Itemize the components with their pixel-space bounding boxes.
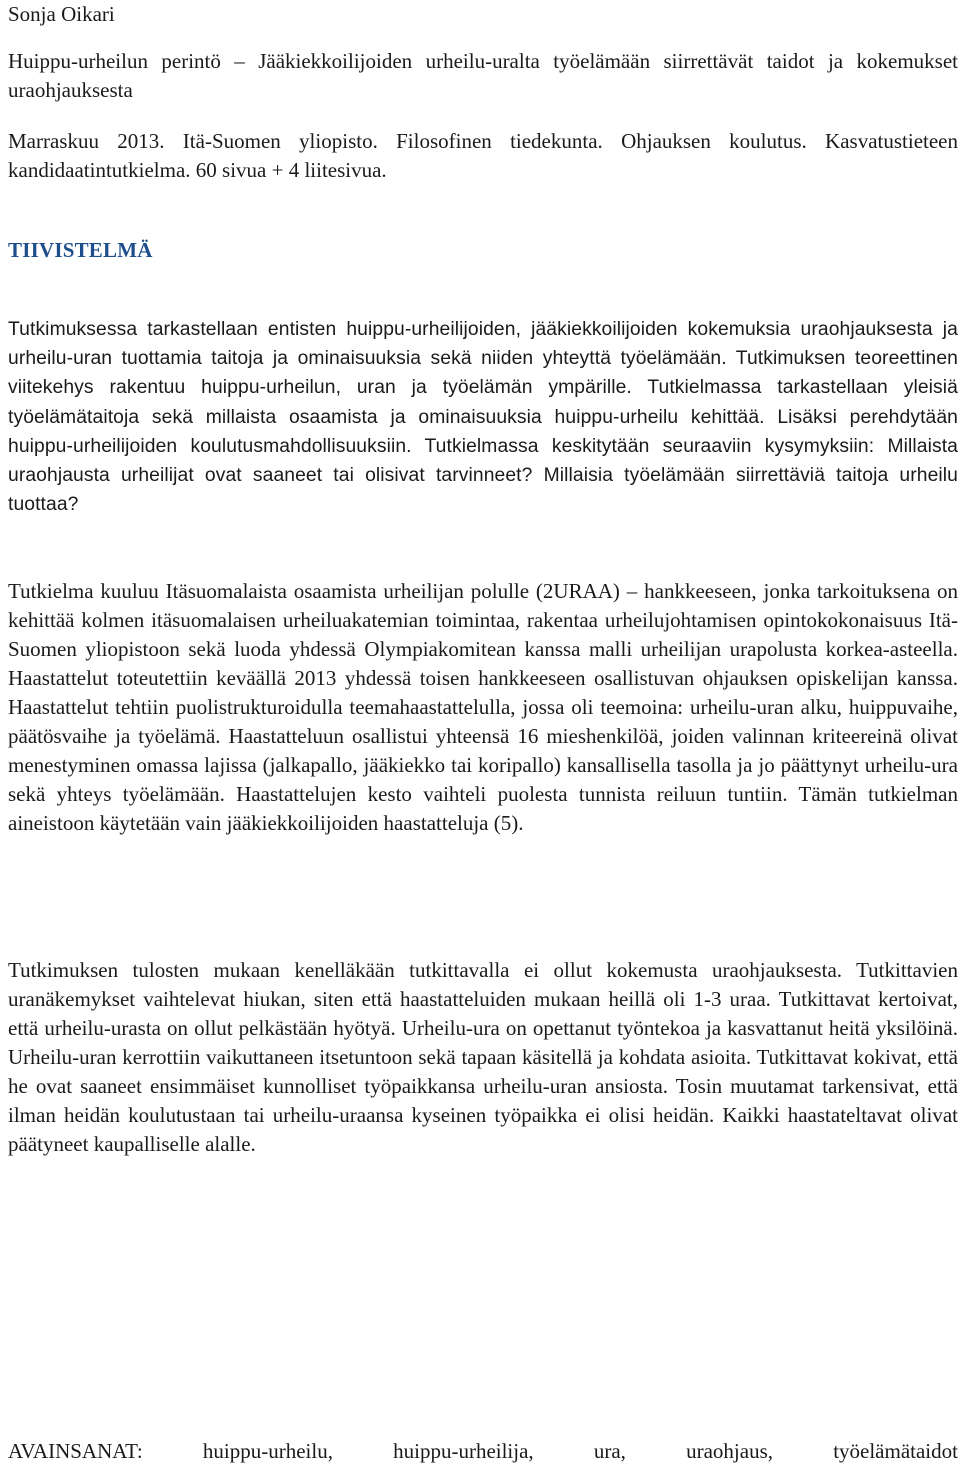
thesis-metadata: Marraskuu 2013. Itä-Suomen yliopisto. Filosofinen tiedekunta. Ohjauksen koulutus. Kasvatustieteen kandidaatintutkielma. 60 sivua + 4 liitesivua. [8, 129, 958, 182]
abstract-paragraph-2: Tutkielma kuuluu Itäsuomalaista osaamista urheilijan polulle (2URAA) – hankkeeseen, jonka tarkoituksena on kehittää kolmen itäsuomalaisen urheiluakatemian toimintaa, rakentaa urheilujohtamisen opintokokonaisuus Itä-Suomen yliopistoon sekä luoda yhdessä Olympiakomitean kanssa malli urheilijan urapolusta korkea-asteella. Haastattelut toteutettiin keväällä 2013 yhdessä toisen hankkeeseen osallistuvan ohjauksen opiskelijan kanssa. Haastattelut tehtiin puolistrukturoidulla teemahaastattelulla, jossa oli teemoina: urheilu-uran alku, huippuvaihe, päätösvaihe ja työelämä. Haastatteluun osallistui yhteensä 16 mieshenkilöä, joiden valinnan kriteereinä olivat menestyminen omassa lajissa (jalkapallo, jääkiekko tai koripallo) kansallisella tasolla ja jo päättynyt urheilu-ura sekä yhteys työelämään. Haastattelujen kesto vaihteli puolesta tunnista reiluun tuntiin. Tämän tutkielman aineistoon käytetään vain jääkiekkoilijoiden haastatteluja (5). [8, 579, 958, 835]
keyword-item: työelämätaidot [833, 1439, 958, 1463]
abstract-heading: TIIVISTELMÄ [8, 238, 153, 262]
abstract-paragraph-1: Tutkimuksessa tarkastellaan entisten huippu-urheilijoiden, jääkiekkoilijoiden kokemuksia uraohjauksesta ja urheilu-uran tuottamia taitoja ja ominaisuuksia sekä niiden yhteyttä työelämään. Tutkimuksen teoreettinen viitekehys rakentuu huippu-urheilun, uran ja työelämän ympärille. Tutkielmassa tarkastellaan yleisiä työelämätaitoja sekä millaista osaamista ja ominaisuuksia huippu-urheilu kehittää. Lisäksi perehdytään huippu-urheilijoiden koulutusmahdollisuuksiin. Tutkielmassa keskitytään seuraaviin kysymyksiin: Millaista uraohjausta urheilijat ovat saaneet tai olisivat tarvinneet? Millaisia työelämään siirrettäviä taitoja urheilu tuottaa? [8, 319, 958, 516]
keyword-item: huippu-urheilu, [202, 1439, 333, 1463]
keyword-item: ura, [593, 1439, 626, 1463]
thesis-title: Huippu-urheilun perintö – Jääkiekkoilijoiden urheilu-uralta työelämään siirrettävät taidot ja kokemukset uraohjauksesta [8, 49, 958, 102]
keywords-label: AVAINSANAT: [8, 1439, 143, 1463]
keyword-item: uraohjaus, [686, 1439, 774, 1463]
abstract-paragraph-3: Tutkimuksen tulosten mukaan kenelläkään tutkittavalla ei ollut kokemusta uraohjauksesta. Tutkittavien uranäkemykset vaihtelevat hiukan, siten että haastatteluiden mukaan heillä oli 1-3 uraa. Tutkittavat kertoivat, että urheilu-urasta on ollut pelkästään hyötyä. Urheilu-ura on opettanut työntekoa ja kasvattanut heitä yksilöinä. Urheilu-uran kerrottiin vaikuttaneen itsetuntoon sekä tapaan käsitellä ja kohdata asioita. Tutkittavat kokivat, että he ovat saaneet ensimmäiset kunnolliset työpaikkansa urheilu-uran ansiosta. Tosin muutamat tarkensivat, että ilman heidän koulutustaan tai urheilu-uraansa kyseinen työpaikka ei olisi heidän. Kaikki haastateltavat olivat päätyneet kaupalliselle alalle. [8, 958, 958, 1156]
keywords-line [8, 1437, 958, 1466]
keyword-item: huippu-urheilija, [393, 1439, 534, 1463]
author-name: Sonja Oikari [8, 2, 115, 26]
